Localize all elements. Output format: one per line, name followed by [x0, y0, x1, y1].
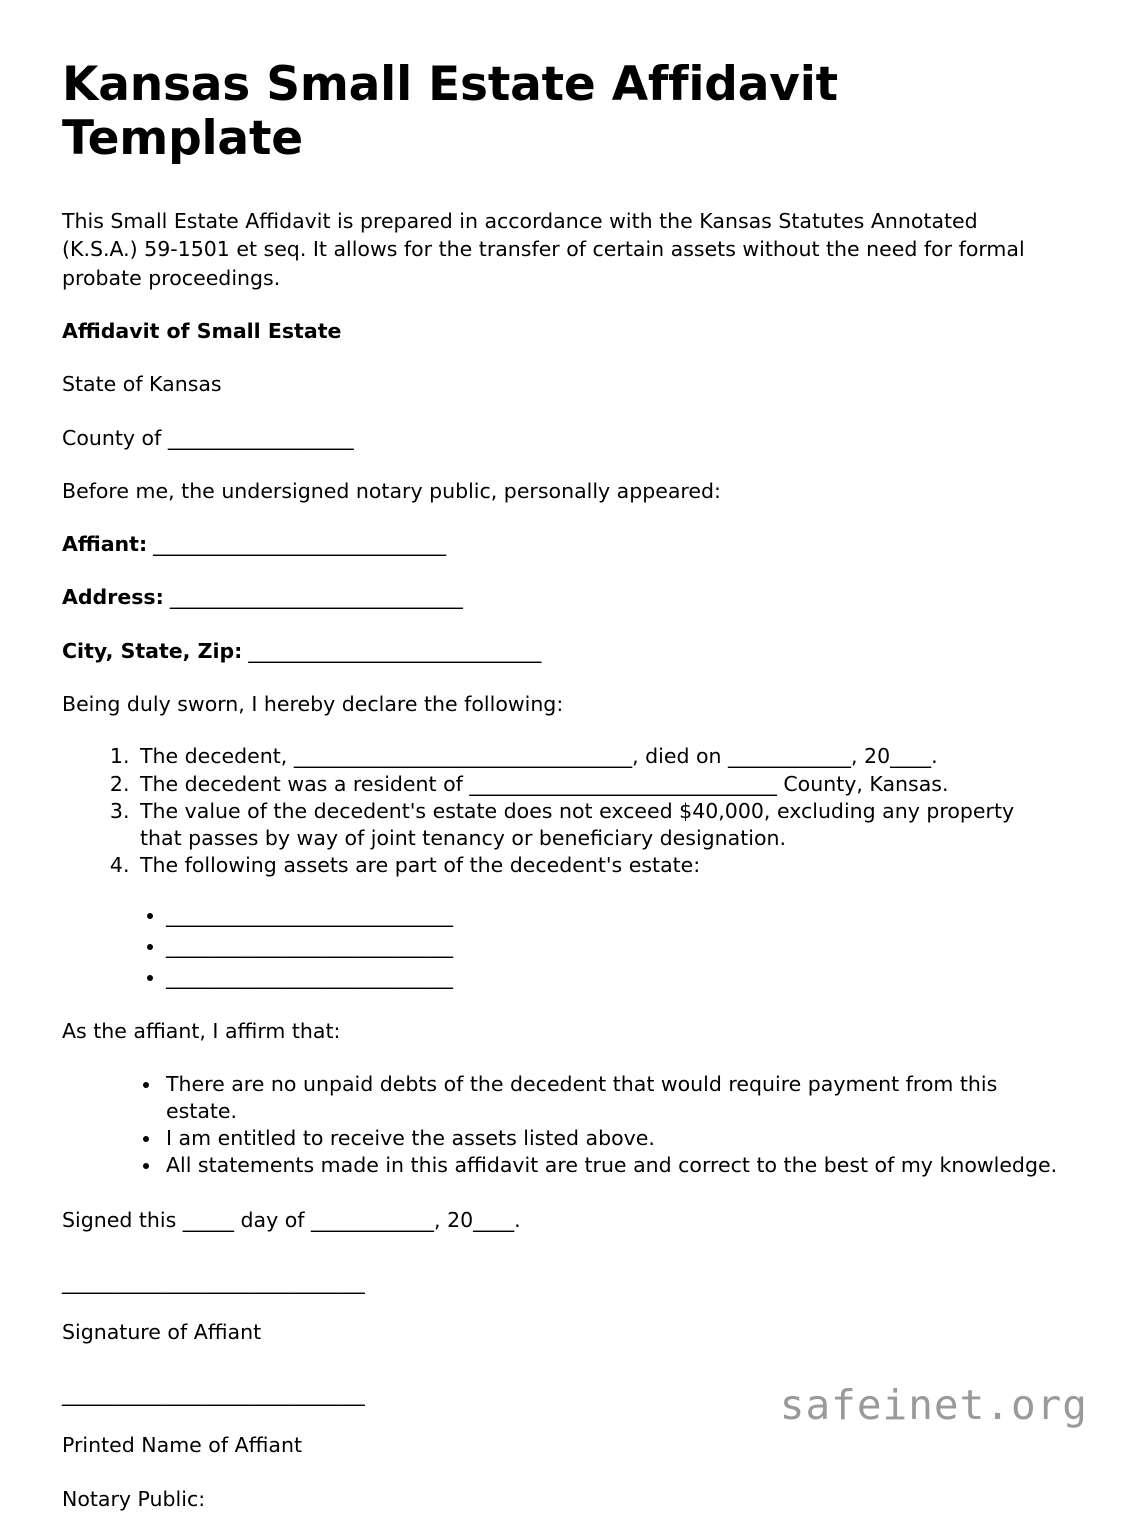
- list-item: 3. The value of the decedent's estate does not exceed $40,000, excluding any property that passes by way of joint tenancy or beneficiary designation.: [136, 798, 1062, 853]
- list-item: • I am entitled to receive the assets listed above.: [162, 1125, 1062, 1152]
- affiant-input-blank[interactable]: ______________________________: [147, 532, 446, 557]
- notary-public-label: Notary Public:: [62, 1486, 206, 1511]
- list-item[interactable]: • ____________________________: [166, 933, 1062, 960]
- list-item: • There are no unpaid debts of the decedent that would require payment from this estate.: [162, 1071, 1062, 1126]
- list-item: 2. The decedent was a resident of ______________________________ County, Kansas.: [136, 771, 1062, 798]
- county-blank[interactable]: ___________________: [167, 425, 354, 450]
- affirmations-list: [62, 1071, 1062, 1180]
- list-item: 4. The following assets are part of the decedent's estate:: [136, 852, 1062, 879]
- list-item[interactable]: • ____________________________: [166, 964, 1062, 991]
- page-title: Kansas Small Estate Affidavit Template: [62, 57, 838, 166]
- before-me-line: Before me, the undersigned notary public, personally appeared:: [62, 478, 721, 503]
- city-state-zip-label: City, State, Zip:: [62, 638, 243, 663]
- declarations-list: [62, 743, 1062, 879]
- intro-paragraph: This Small Estate Affidavit is prepared in accordance with the Kansas Statutes Annotated (K.S.A.) 59-1501 et seq. It allows for the transfer of certain assets without the need for formal probate proceedings.: [62, 209, 1025, 290]
- signed-date-line[interactable]: Signed this _____ day of ____________, 20____.: [62, 1207, 521, 1232]
- sworn-intro: Being duly sworn, I hereby declare the following:: [62, 691, 564, 716]
- county-field: [62, 424, 1062, 452]
- address-input-blank[interactable]: ______________________________: [163, 585, 463, 610]
- site-watermark: safeinet.org: [779, 1381, 1088, 1429]
- affirm-intro: As the affiant, I affirm that:: [62, 1019, 341, 1044]
- affiant-field: [62, 530, 1062, 558]
- state-line: State of Kansas: [62, 372, 222, 397]
- list-item[interactable]: • ____________________________: [166, 902, 1062, 929]
- signature-rule[interactable]: _______________________________: [62, 1269, 365, 1294]
- asset-blanks-list: [62, 902, 1062, 992]
- city-state-zip-input-blank[interactable]: ______________________________: [242, 638, 541, 663]
- list-item: 1. The decedent, _________________________________, died on ____________, 20____.: [136, 743, 1062, 770]
- city-state-zip-field: [62, 637, 1062, 665]
- affiant-label: Affiant:: [62, 532, 148, 557]
- printed-name-label: Printed Name of Affiant: [62, 1432, 303, 1457]
- address-label: Address:: [62, 585, 164, 610]
- section-heading-affidavit: Affidavit of Small Estate: [62, 319, 342, 343]
- address-field: [62, 583, 1062, 611]
- signature-label: Signature of Affiant: [62, 1320, 262, 1345]
- county-label: County of: [62, 425, 168, 450]
- printed-name-rule[interactable]: _______________________________: [62, 1382, 365, 1407]
- list-item: • All statements made in this affidavit are true and correct to the best of my knowledge.: [162, 1152, 1062, 1179]
